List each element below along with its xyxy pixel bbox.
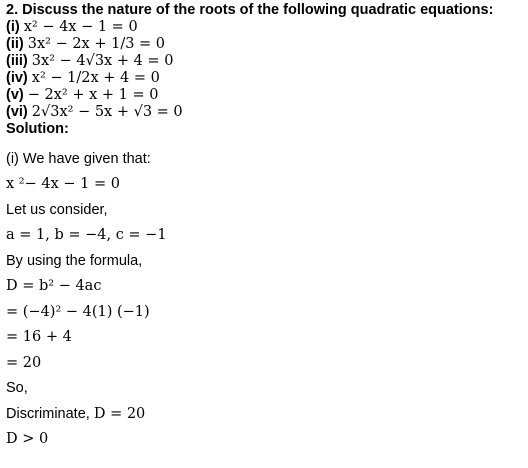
question-part-iv (6, 70, 524, 87)
spacer (6, 138, 524, 147)
part-equation: 3x² − 4√3x + 4 = 0 (31, 53, 174, 69)
part-equation: 2√3x² − 5x + √3 = 0 (31, 104, 183, 120)
solution-discriminate (6, 402, 524, 428)
discriminate-value: D = 20 (93, 405, 146, 422)
part-label: (i) (6, 19, 20, 35)
solution-step-2: = 16 + 4 (6, 329, 72, 345)
solution-coefficients: a = 1, b = −4, c = −1 (6, 227, 167, 243)
part-label: (iv) (6, 70, 28, 86)
question-heading: 2. Discuss the nature of the roots of the following quadratic equations: (6, 2, 494, 18)
question-part-iii (6, 53, 524, 70)
solution-so: So, (6, 380, 28, 396)
solution-formula: D = b² − 4ac (6, 278, 102, 294)
part-label: (iii) (6, 53, 28, 69)
part-equation: x² − 1/2x + 4 = 0 (31, 70, 160, 86)
solution-consider: Let us consider, (6, 201, 108, 218)
question-part-v (6, 87, 524, 104)
solution-equation: x ²− 4x − 1 = 0 (6, 176, 120, 192)
part-equation: x² − 4x − 1 = 0 (23, 19, 138, 35)
part-label: (vi) (6, 104, 28, 120)
question-part-vi (6, 104, 524, 121)
question-part-ii (6, 36, 524, 53)
question-part-i (6, 19, 524, 36)
part-equation: 3x² − 2x + 1/3 = 0 (27, 36, 166, 52)
part-label: (ii) (6, 36, 24, 52)
solution-heading: Solution: (6, 121, 69, 137)
discriminate-label: Discriminate, (6, 405, 94, 422)
part-equation: − 2x² + x + 1 = 0 (27, 87, 159, 103)
solution-step-3: = 20 (6, 354, 42, 371)
solution-intro: (i) We have given that: (6, 150, 151, 167)
part-label: (v) (6, 87, 24, 103)
document (6, 2, 524, 453)
solution-formula-text: By using the formula, (6, 252, 143, 269)
solution-step-1: = (−4)² − 4(1) (−1) (6, 303, 150, 320)
solution-conclusion: D > 0 (6, 431, 49, 447)
